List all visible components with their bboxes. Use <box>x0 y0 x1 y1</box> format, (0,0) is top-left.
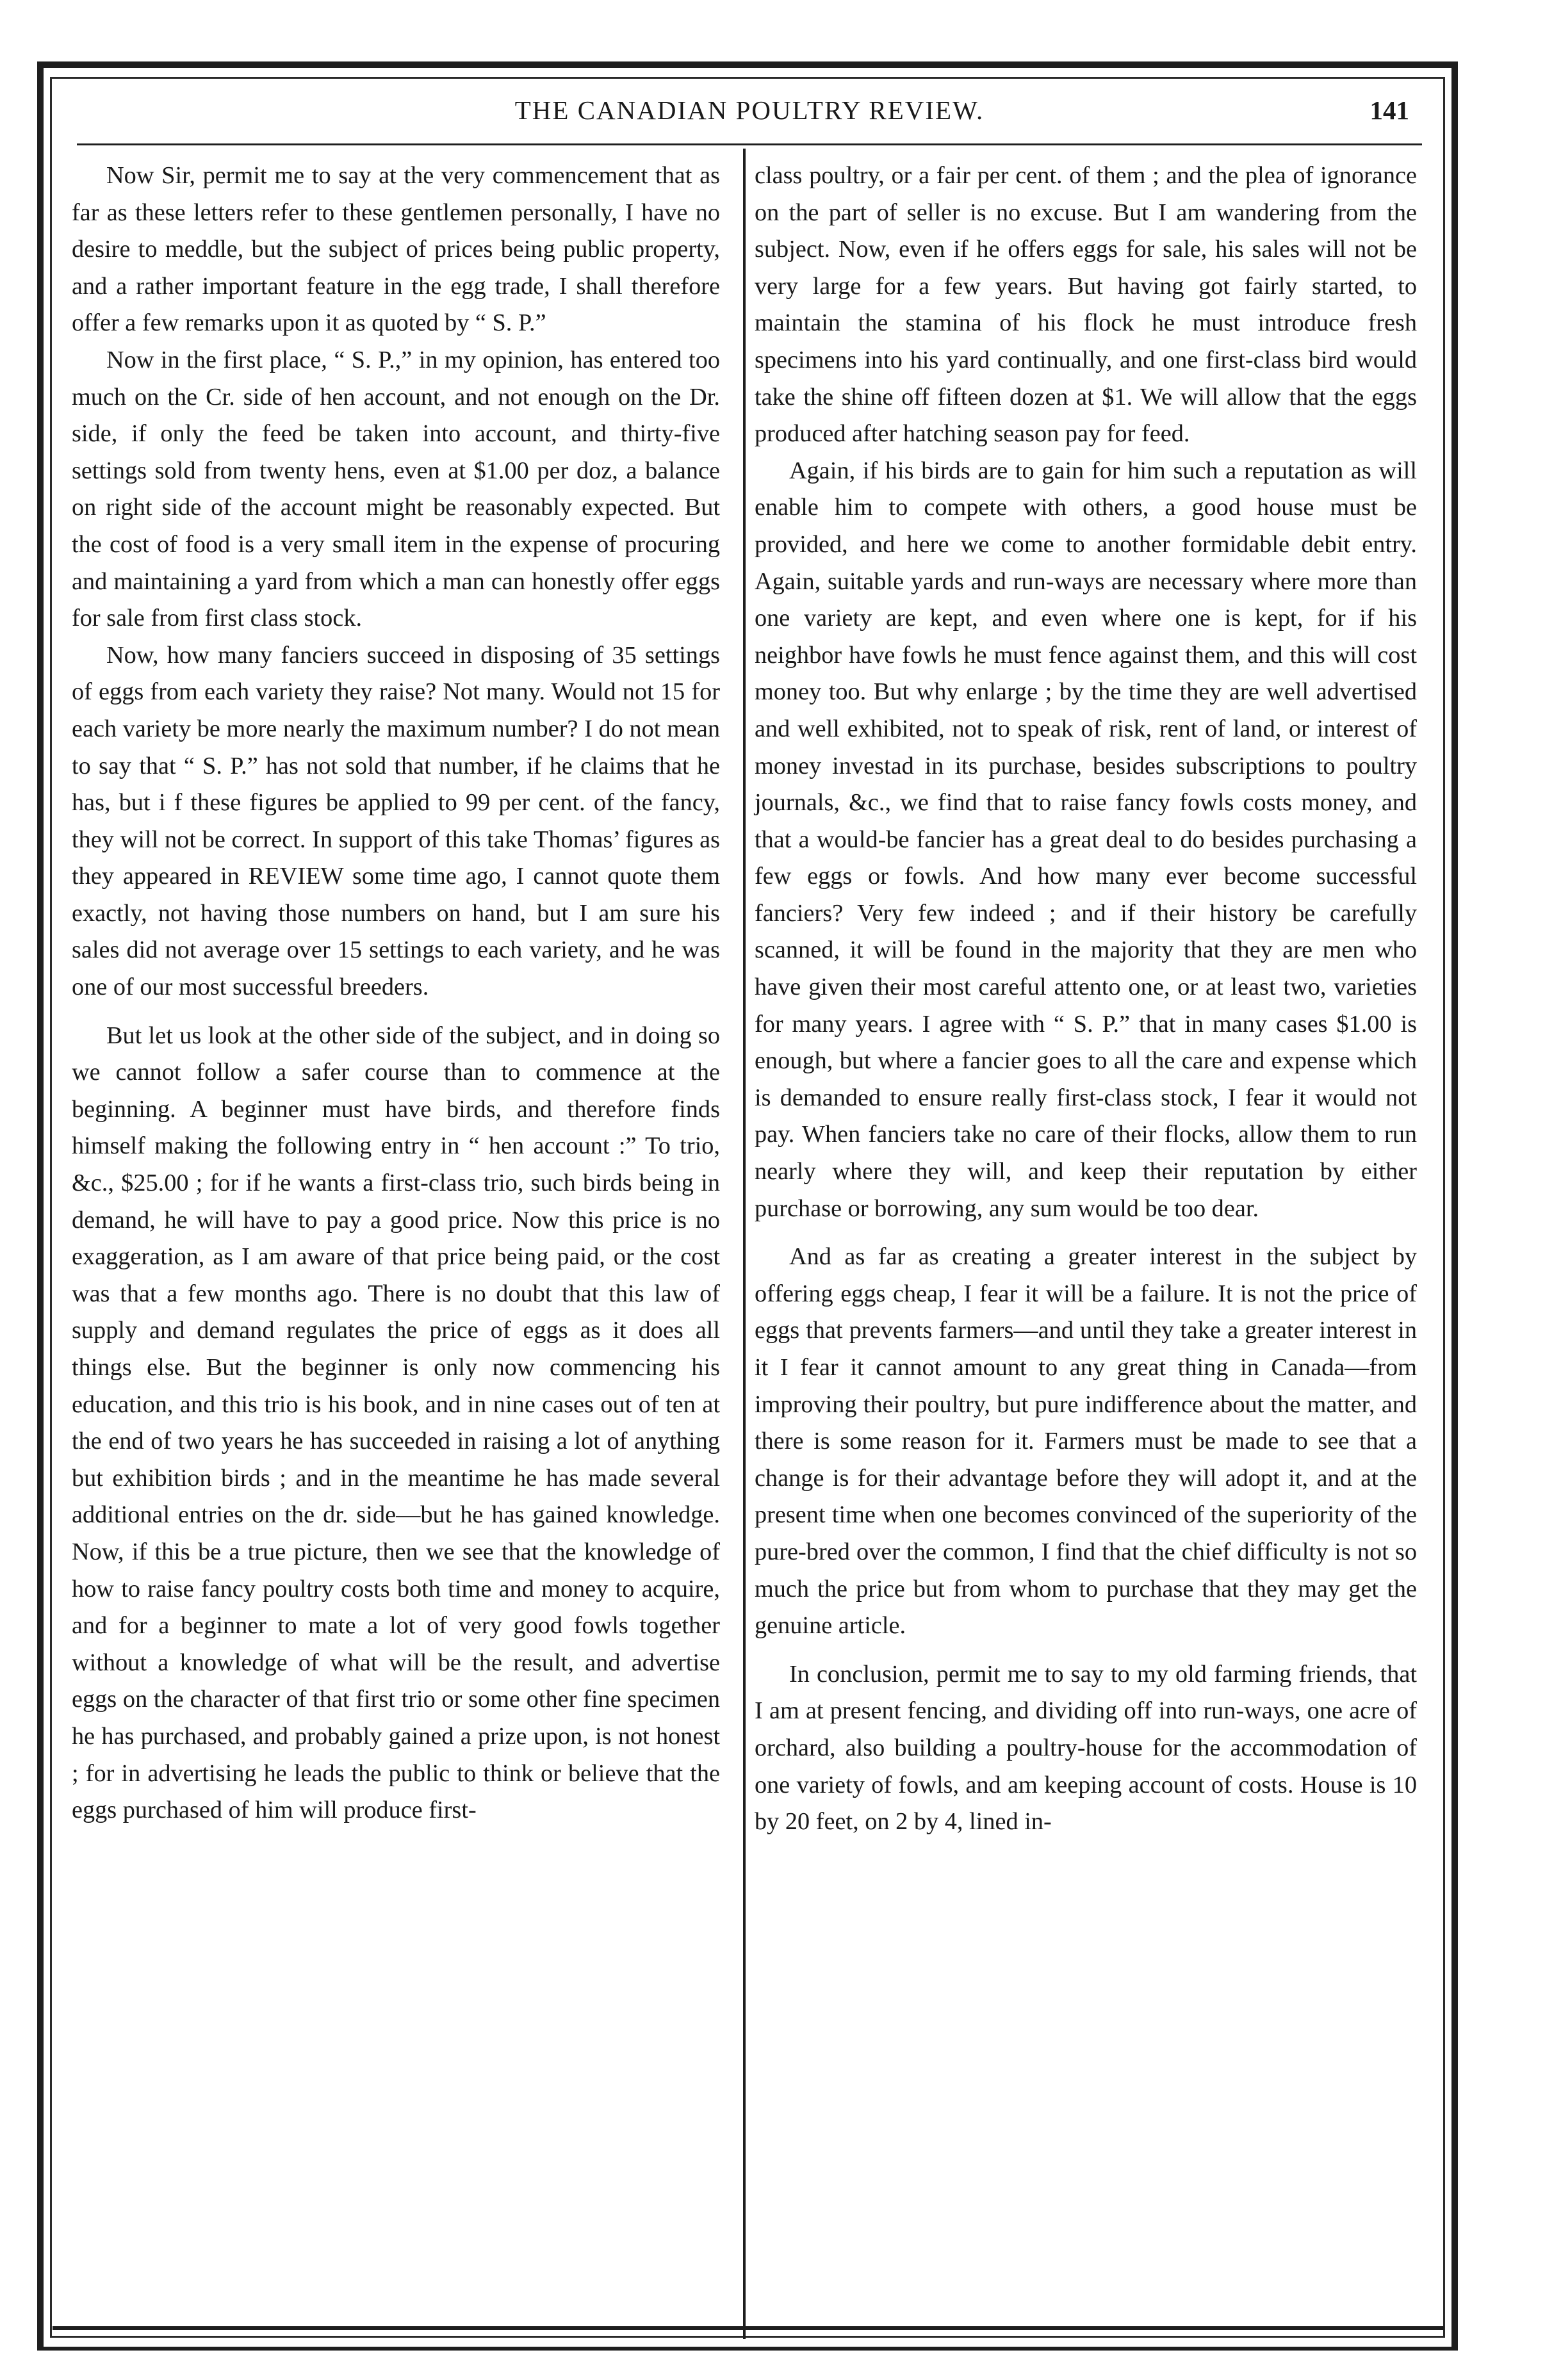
running-title: THE CANADIAN POULTRY REVIEW. <box>514 95 985 125</box>
footer-rule <box>53 2326 1444 2330</box>
paragraph: In conclusion, permit me to say to my old farming friends, that I am at present fencing, and dividing off into run-ways, one acre of orchard, also building a poultry-house for the accommodation of one variety of fowls, and am keeping account of costs. House is 10 by 20 feet, on 2 by 4, lined in- <box>755 1660 1417 1836</box>
page-number: 141 <box>1369 95 1409 125</box>
paragraph: Now, how many fanciers succeed in disposing of 35 settings of eggs from each variety they raise? Not many. Would not 15 for each variety be more nearly the maximum number? I do not mean to say that “ S. P.” has not sold that number, if he claims that he has, but i f these figures be applied to 99 per cent. of the fancy, they will not be correct. In support of this take Thomas’ figures as they appeared in REVIEW some time ago, I cannot quote them exactly, not having those numbers on hand, but I am sure his sales did not average over 15 settings to each variety, and he was one of our most successful breeders. <box>72 641 720 1001</box>
left-column <box>72 158 720 1829</box>
paragraph: And as far as creating a greater interest in the subject by offering eggs cheap, I fear it will be a failure. It is not the price of eggs that prevents farmers—and until they take a greater interest in it I fear it cannot amount to any great thing in Canada—from improving their poultry, but pure indifference about the matter, and there is some reason for it. Farmers must be made to see that a change is for their advantage before they will adopt it, and at the present time when one becomes convinced of the superiority of the pure-bred over the common, I find that the chief difficulty is not so much the price but from whom to purchase that they may get the genuine article. <box>755 1243 1417 1640</box>
paragraph: But let us look at the other side of the subject, and in doing so we cannot follow a safer course than to commence at the beginning. A beginner must have birds, and therefore finds himself making the following entry in “ hen account :” To trio, &c., $25.00 ; for if he wants a first-class trio, such birds being in demand, he will have to pay a good price. Now this price is no exaggeration, as I am aware of that price being paid, or the cost was that a few months ago. There is no doubt that this law of supply and demand regulates the price of eggs as it does all things else. But the beginner is only now commencing his education, and this trio is his book, and in nine cases out of ten at the end of two years he has succeeded in raising a lot of anything but exhibition birds ; and in the meantime he has made several additional entries on the dr. side—but he has gained knowledge. Now, if this be a true picture, then we see that the knowledge of how to raise fancy poultry costs both time and money to acquire, and for a beginner to mate a lot of very good fowls together without a knowledge of what will be the result, and advertise eggs on the character of that first trio or some other fine specimen he has purchased, and probably gained a prize upon, is not honest ; for in advertising he leads the public to think or believe that the eggs purchased of him will produce first- <box>72 1022 720 1824</box>
paragraph: class poultry, or a fair per cent. of them ; and the plea of ignorance on the part of seller is no excuse. But I am wandering from the subject. Now, even if he offers eggs for sale, his sales will not be very large for a few years. But having got fairly started, to maintain the stamina of his flock he must introduce fresh specimens into his yard continually, and one first-class bird would take the shine off fifteen dozen at $1. We will allow that the eggs produced after hatching season pay for feed. <box>755 162 1417 448</box>
header-rule <box>77 143 1422 145</box>
column-divider <box>743 149 746 2339</box>
paragraph: Again, if his birds are to gain for him such a reputation as will enable him to compete with others, a good house must be provided, and here we come to another formidable debit entry. Again, suitable yards and run-ways are necessary where more than one variety are kept, and even where one is kept, for if his neighbor have fowls he must fence against them, and this will cost money too. But why enlarge ; by the time they are well advertised and well exhibited, not to speak of risk, rent of land, or interest of money investad in its purchase, besides subscriptions to poultry journals, &c., we find that to raise fancy fowls costs money, and that a would-be fancier has a great deal to do besides purchasing a few eggs or fowls. And how many ever become successful fanciers? Very few indeed ; and if their history be carefully scanned, it will be found in the majority that they are men who have given their most careful attento one, or at least two, varieties for many years. I agree with “ S. P.” that in many cases $1.00 is enough, but where a fancier goes to all the care and expense which is demanded to ensure really first-class stock, I fear it would not pay. When fanciers take no care of their flocks, allow them to run nearly where they will, and keep their reputation by either purchase or borrowing, any sum would be too dear. <box>755 457 1417 1222</box>
paragraph: Now Sir, permit me to say at the very commencement that as far as these letters refer to these gentlemen personally, I have no desire to meddle, but the subject of prices being public property, and a rather important feature in the egg trade, I shall therefore offer a few remarks upon it as quoted by “ S. P.” <box>72 162 720 337</box>
right-column <box>755 158 1417 1841</box>
paragraph: Now in the first place, “ S. P.,” in my opinion, has entered too much on the Cr. side of hen account, and not enough on the Dr. side, if only the feed be taken into account, and thirty-five settings sold from twenty hens, even at $1.00 per doz, a balance on right side of the account might be reasonably expected. But the cost of food is a very small item in the expense of procuring and maintaining a yard from which a man can honestly offer eggs for sale from first class stock. <box>72 346 720 632</box>
page-header <box>77 90 1422 134</box>
